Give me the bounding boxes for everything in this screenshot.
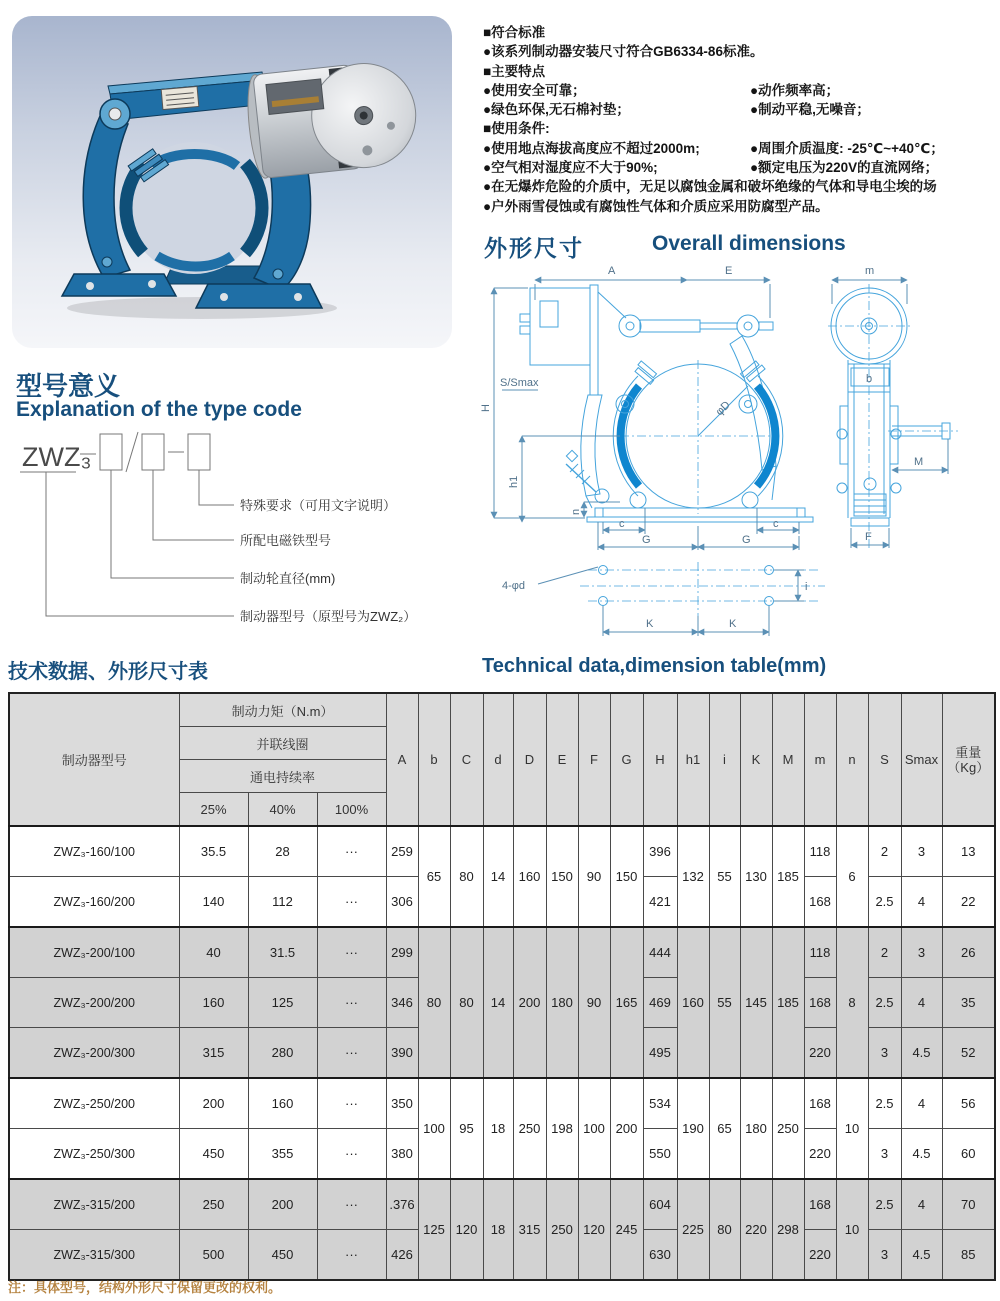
cell: ··· [317, 1078, 386, 1129]
cell: 55 [709, 826, 740, 927]
cell: 180 [740, 1078, 772, 1179]
cell: 250 [546, 1179, 578, 1280]
header-weight [942, 693, 995, 826]
cell: 200 [248, 1179, 317, 1230]
cell: 3 [868, 1230, 901, 1281]
cell: 380 [386, 1129, 418, 1180]
cell: 56 [942, 1078, 995, 1129]
cell: 100 [418, 1078, 450, 1179]
cell: 4 [901, 1078, 942, 1129]
dim-label-E: E [725, 265, 733, 277]
cell: 90 [578, 826, 610, 927]
cell: 200 [179, 1078, 248, 1129]
cell-model: ZWZ₃-160/100 [9, 826, 179, 877]
product-photo [12, 16, 452, 348]
cell: 3 [901, 826, 942, 877]
cell: 185 [772, 927, 804, 1078]
cell: 28 [248, 826, 317, 877]
cell: 250 [179, 1179, 248, 1230]
cell: 60 [942, 1129, 995, 1180]
intro-text: ●绿色环保,无石棉衬垫； [483, 102, 630, 118]
cell: 630 [643, 1230, 677, 1281]
cell: ··· [317, 1028, 386, 1079]
cell: 250 [772, 1078, 804, 1179]
cell: 160 [179, 978, 248, 1028]
cell: 90 [578, 927, 610, 1078]
cell: 500 [179, 1230, 248, 1281]
header-dim: A [386, 693, 418, 826]
intro-text: ■符合标准 [483, 25, 546, 40]
cell: ··· [317, 978, 386, 1028]
cell: 390 [386, 1028, 418, 1079]
cell: 4.5 [901, 1129, 942, 1180]
cell: 2.5 [868, 1179, 901, 1230]
dim-label-H: H [480, 404, 492, 412]
cell-model: ZWZ₃-200/300 [9, 1028, 179, 1079]
cell: 220 [804, 1230, 836, 1281]
dim-label-4-phid: 4-φd [502, 580, 526, 592]
header-dim: Smax [901, 693, 942, 826]
cell: 550 [643, 1129, 677, 1180]
cell: 168 [804, 1179, 836, 1230]
cell-model: ZWZ₃-250/200 [9, 1078, 179, 1129]
header-weight-unit: （Kg） [947, 759, 990, 775]
cell: 315 [179, 1028, 248, 1079]
cell: 26 [942, 927, 995, 978]
table-title-zh: 技术数据、外形尺寸表 [8, 661, 208, 683]
side-view [828, 265, 958, 548]
cell: 125 [248, 978, 317, 1028]
cell: 160 [248, 1078, 317, 1129]
cell: 306 [386, 877, 418, 928]
cell: 299 [386, 927, 418, 978]
cell: 259 [386, 826, 418, 877]
cell: 95 [450, 1078, 483, 1179]
spec-table [8, 692, 996, 1281]
cell: 120 [450, 1179, 483, 1280]
cell: 444 [643, 927, 677, 978]
type-code-title-zh: 型号意义 [16, 371, 121, 401]
header-dim: h1 [677, 693, 709, 826]
cell: 198 [546, 1078, 578, 1179]
cell: 2 [868, 826, 901, 877]
cell: 450 [248, 1230, 317, 1281]
header-dim: n [836, 693, 868, 826]
dims-title-en: Overall dimensions [652, 232, 846, 255]
cell: ··· [317, 927, 386, 978]
cell: ··· [317, 826, 386, 877]
footnote: 注：具体型号，结构外形尺寸保留更改的权利。 [8, 1280, 282, 1295]
cell: 4 [901, 877, 942, 928]
cell: 220 [804, 1028, 836, 1079]
cell: 80 [450, 927, 483, 1078]
cell: 3 [868, 1129, 901, 1180]
dim-label-h1: h1 [508, 475, 520, 488]
intro-row [483, 79, 998, 98]
cell: 220 [804, 1129, 836, 1180]
cell: 10 [836, 1078, 868, 1179]
cell: 18 [483, 1179, 513, 1280]
cell-model: ZWZ₃-200/200 [9, 978, 179, 1028]
cell: 14 [483, 927, 513, 1078]
cell: 200 [610, 1078, 643, 1179]
cell: 35 [942, 978, 995, 1028]
header-dim: i [709, 693, 740, 826]
intro-row [483, 98, 998, 117]
cell: 4 [901, 978, 942, 1028]
dim-label-i: i [805, 581, 808, 593]
intro-row [483, 175, 998, 194]
dim-label-c: c [619, 518, 625, 530]
header-dim: H [643, 693, 677, 826]
intro-row [483, 60, 998, 79]
header-dim: D [513, 693, 546, 826]
intro-row [483, 137, 998, 156]
cell: 220 [740, 1179, 772, 1280]
header-dim: K [740, 693, 772, 826]
dim-label-n: n [570, 508, 582, 515]
header-dim: M [772, 693, 804, 826]
cell: 396 [643, 826, 677, 877]
header-duty-40: 40% [248, 793, 317, 827]
cell: 120 [578, 1179, 610, 1280]
cell: 125 [418, 1179, 450, 1280]
dims-title-zh: 外形尺寸 [484, 235, 584, 261]
cell: 168 [804, 978, 836, 1028]
cell: 495 [643, 1028, 677, 1079]
header-dim: F [578, 693, 610, 826]
intro-text: ■使用条件: [483, 121, 550, 137]
cell: 40 [179, 927, 248, 978]
intro-row [483, 40, 998, 59]
cell-model: ZWZ₃-160/200 [9, 877, 179, 928]
cell: 6 [836, 826, 868, 927]
type-code-title-en: Explanation of the type code [16, 398, 302, 421]
cell: 534 [643, 1078, 677, 1129]
header-duty-25: 25% [179, 793, 248, 827]
dim-label-G: G [642, 534, 651, 546]
front-view [480, 265, 813, 550]
cell: 3 [868, 1028, 901, 1079]
cell: 4.5 [901, 1230, 942, 1281]
header-dim: G [610, 693, 643, 826]
dimension-drawing [480, 256, 1000, 656]
cell: 140 [179, 877, 248, 928]
cell: 355 [248, 1129, 317, 1180]
cell: 200 [513, 927, 546, 1078]
cell: 35.5 [179, 826, 248, 877]
brake-photo-illustration [12, 16, 452, 348]
table-title-en: Technical data,dimension table(mm) [482, 655, 827, 677]
header-coil: 并联线圈 [179, 727, 386, 760]
cell: 52 [942, 1028, 995, 1079]
cell: 346 [386, 978, 418, 1028]
cell: 4.5 [901, 1028, 942, 1079]
cell: 168 [804, 877, 836, 928]
header-weight-zh: 重量 [955, 744, 982, 760]
header-dim: d [483, 693, 513, 826]
header-dim: m [804, 693, 836, 826]
cell: 245 [610, 1179, 643, 1280]
dim-label-F: F [865, 531, 872, 543]
cell: 65 [418, 826, 450, 927]
cell: 2.5 [868, 1078, 901, 1129]
cell: ··· [317, 1129, 386, 1180]
cell: ··· [317, 1230, 386, 1281]
intro-text: ●额定电压为220V的直流网络； [750, 160, 939, 176]
table-row [9, 826, 995, 877]
cell: .376 [386, 1179, 418, 1230]
dim-label-M: M [914, 456, 924, 468]
cell: 13 [942, 826, 995, 877]
bottom-view [502, 562, 825, 636]
cell: 426 [386, 1230, 418, 1281]
cell: 130 [740, 826, 772, 927]
intro-text: ■主要特点 [483, 63, 546, 79]
dim-label-A: A [608, 265, 616, 277]
cell: 298 [772, 1179, 804, 1280]
cell: 160 [513, 826, 546, 927]
intro-row [483, 156, 998, 175]
cell: 10 [836, 1179, 868, 1280]
cell-model: ZWZ₃-250/300 [9, 1129, 179, 1180]
cell: 180 [546, 927, 578, 1078]
cell: 80 [709, 1179, 740, 1280]
cell: 2 [868, 927, 901, 978]
cell: 604 [643, 1179, 677, 1230]
cell: 112 [248, 877, 317, 928]
header-dim: S [868, 693, 901, 826]
intro-text: ●使用地点海拔高度应不超过2000m; [483, 140, 700, 156]
cell: 168 [804, 1078, 836, 1129]
cell: 22 [942, 877, 995, 928]
cell: 421 [643, 877, 677, 928]
cell: 70 [942, 1179, 995, 1230]
cell: 225 [677, 1179, 709, 1280]
header-model: 制动器型号 [9, 693, 179, 826]
cell: 3 [901, 927, 942, 978]
cell: 85 [942, 1230, 995, 1281]
dim-label-m: m [865, 265, 875, 277]
cell: 132 [677, 826, 709, 927]
header-duty: 通电持续率 [179, 760, 386, 793]
cell: 280 [248, 1028, 317, 1079]
intro-row [483, 21, 998, 40]
cell: 315 [513, 1179, 546, 1280]
header-dim: C [450, 693, 483, 826]
intro-text: ●在无爆炸危险的介质中，无足以腐蚀金属和破坏绝缘的气体和导电尘埃的场 [483, 179, 937, 195]
cell: 31.5 [248, 927, 317, 978]
header-dim: b [418, 693, 450, 826]
type-code-prefix: ZWZ₃ [22, 442, 92, 472]
cell: 18 [483, 1078, 513, 1179]
cell: 450 [179, 1129, 248, 1180]
table-row [9, 1179, 995, 1230]
cell: 350 [386, 1078, 418, 1129]
dim-label-b: b [866, 373, 873, 385]
dim-label-S-Smax: S/Smax [500, 377, 539, 389]
intro-text: ●制动平稳,无噪音； [750, 102, 870, 118]
cell-model: ZWZ₃-315/200 [9, 1179, 179, 1230]
cell: 118 [804, 826, 836, 877]
cell: 145 [740, 927, 772, 1078]
dim-label-c: c [773, 518, 779, 530]
cell: 150 [546, 826, 578, 927]
dim-label-G: G [742, 534, 751, 546]
header-torque: 制动力矩（N.m） [179, 693, 386, 727]
cell: 65 [709, 1078, 740, 1179]
cell: ··· [317, 877, 386, 928]
cell: 2.5 [868, 978, 901, 1028]
cell: 150 [610, 826, 643, 927]
type-code-label-special: 特殊要求（可用文字说明） [240, 498, 397, 513]
cell: 4 [901, 1179, 942, 1230]
cell: 190 [677, 1078, 709, 1179]
type-code-diagram [16, 424, 456, 654]
dim-label-phiD: φD [713, 398, 733, 419]
cell: 8 [836, 927, 868, 1078]
table-row [9, 927, 995, 978]
dim-label-K: K [646, 618, 654, 630]
cell: 118 [804, 927, 836, 978]
cell-model: ZWZ₃-315/300 [9, 1230, 179, 1281]
intro-text: ●动作频率高； [750, 82, 840, 98]
cell: 250 [513, 1078, 546, 1179]
dim-label-K: K [729, 618, 737, 630]
cell-model: ZWZ₃-200/100 [9, 927, 179, 978]
cell: 185 [772, 826, 804, 927]
cell: 55 [709, 927, 740, 1078]
cell: 165 [610, 927, 643, 1078]
type-code-label-wheel-dia: 制动轮直径(mm) [240, 571, 336, 586]
intro-text: ●户外雨雪侵蚀或有腐蚀性气体和介质应采用防腐型产品。 [483, 198, 829, 214]
cell: 80 [450, 826, 483, 927]
type-code-label-magnet: 所配电磁铁型号 [240, 533, 332, 548]
intro-text: ●空气相对湿度应不大于90%; [483, 160, 658, 176]
intro-text-block [483, 21, 998, 214]
table-row [9, 1078, 995, 1129]
cell: 469 [643, 978, 677, 1028]
intro-text: ●使用安全可靠； [483, 82, 586, 98]
intro-text: ●该系列制动器安装尺寸符合GB6334-86标准。 [483, 44, 764, 60]
cell: 2.5 [868, 877, 901, 928]
cell: 100 [578, 1078, 610, 1179]
intro-text: ●周围介质温度: -25℃~+40℃； [750, 140, 944, 156]
cell: 14 [483, 826, 513, 927]
header-dim: E [546, 693, 578, 826]
cell: 80 [418, 927, 450, 1078]
header-duty-100: 100% [317, 793, 386, 827]
intro-row [483, 117, 998, 136]
cell: ··· [317, 1179, 386, 1230]
intro-row [483, 195, 998, 214]
type-code-label-brake-model: 制动器型号（原型号为ZWZ₂） [240, 609, 417, 624]
cell: 160 [677, 927, 709, 1078]
